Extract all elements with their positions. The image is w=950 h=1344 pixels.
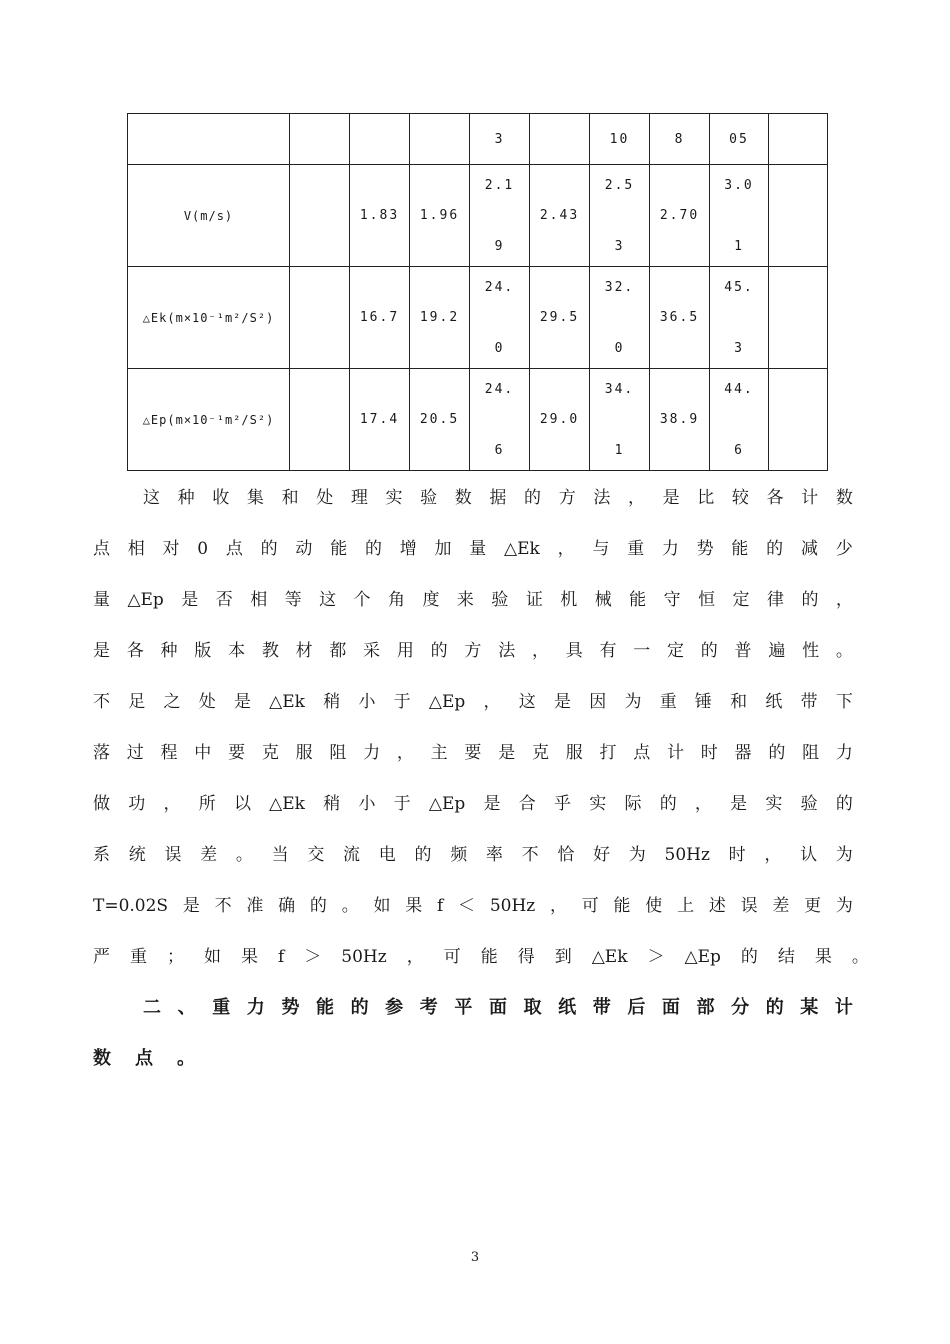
- text-line: 量 △Ep 是 否 相 等 这 个 角 度 来 验 证 机 械 能 守 恒 定 律 的 ，: [93, 590, 853, 610]
- text-line: 不 足 之 处 是 △Ek 稍 小 于 △Ep ， 这 是 因 为 重 锤 和 纸 带 下: [93, 692, 853, 712]
- table-cell: [769, 369, 828, 471]
- table-cell: 8: [650, 114, 710, 165]
- table-cell: 29.0: [530, 369, 590, 471]
- table-cell: 24. 0: [470, 267, 530, 369]
- table-cell: 05: [710, 114, 769, 165]
- text-line: 点 相 对 0 点 的 动 能 的 增 加 量 △Ek ， 与 重 力 势 能 的 减 少: [93, 539, 853, 559]
- table-cell: 34. 1: [590, 369, 650, 471]
- text-line: 这 种 收 集 和 处 理 实 验 数 据 的 方 法 ， 是 比 较 各 计 数: [143, 488, 853, 508]
- section-heading: [93, 992, 853, 1094]
- table-cell: 3.0 1: [710, 165, 769, 267]
- table-cell: 1.96: [410, 165, 470, 267]
- table-cell: 24. 6: [470, 369, 530, 471]
- text-line: 数 点 。: [93, 1048, 195, 1069]
- page-number: 3: [470, 1250, 480, 1265]
- text-line: 严 重 ； 如 果 f ＞ 50Hz ， 可 能 得 到 △Ek ＞ △Ep 的 结 果 。: [93, 947, 869, 967]
- table-row: [128, 369, 828, 471]
- table-cell: [290, 114, 350, 165]
- table-row: [128, 165, 828, 267]
- table-cell: [410, 114, 470, 165]
- table-cell: 2.5 3: [590, 165, 650, 267]
- table-cell: 36.5: [650, 267, 710, 369]
- data-table-container: [127, 113, 828, 471]
- text-line: T=0.02S 是 不 准 确 的 。 如 果 f ＜ 50Hz ， 可 能 使 上 述 误 差 更 为: [93, 896, 853, 916]
- table-cell: 17.4: [350, 369, 410, 471]
- table-cell: [769, 114, 828, 165]
- table-cell: 45. 3: [710, 267, 769, 369]
- row-label: V(m/s): [128, 165, 290, 267]
- table-cell: [769, 165, 828, 267]
- table-cell: 29.5: [530, 267, 590, 369]
- body-text: [93, 482, 869, 1094]
- text-line: 二 、 重 力 势 能 的 参 考 平 面 取 纸 带 后 面 部 分 的 某 计: [143, 997, 853, 1018]
- table-cell: 16.7: [350, 267, 410, 369]
- table-cell: 44. 6: [710, 369, 769, 471]
- table-cell: [350, 114, 410, 165]
- paragraph: [93, 482, 869, 992]
- table-cell: [290, 267, 350, 369]
- table-row: [128, 114, 828, 165]
- row-label: △Ek(m×10⁻¹m²/S²): [128, 267, 290, 369]
- table-cell: [290, 165, 350, 267]
- table-row: [128, 267, 828, 369]
- table-cell: 2.70: [650, 165, 710, 267]
- table-cell: 2.43: [530, 165, 590, 267]
- table-cell: 2.1 9: [470, 165, 530, 267]
- data-table: [127, 113, 828, 471]
- text-line: 是 各 种 版 本 教 材 都 采 用 的 方 法 ， 具 有 一 定 的 普 遍 性 。: [93, 641, 853, 661]
- table-cell: 20.5: [410, 369, 470, 471]
- text-line: 做 功 ， 所 以 △Ek 稍 小 于 △Ep 是 合 乎 实 际 的 ， 是 实 验 的: [93, 794, 853, 814]
- table-cell: 3: [470, 114, 530, 165]
- row-label: △Ep(m×10⁻¹m²/S²): [128, 369, 290, 471]
- table-cell: [769, 267, 828, 369]
- table-cell: 38.9: [650, 369, 710, 471]
- table-cell: 32. 0: [590, 267, 650, 369]
- row-label: [128, 114, 290, 165]
- table-cell: 10: [590, 114, 650, 165]
- table-cell: 1.83: [350, 165, 410, 267]
- table-cell: [290, 369, 350, 471]
- table-cell: 19.2: [410, 267, 470, 369]
- table-cell: [530, 114, 590, 165]
- text-line: 落 过 程 中 要 克 服 阻 力 ， 主 要 是 克 服 打 点 计 时 器 的 阻 力: [93, 743, 853, 763]
- text-line: 系 统 误 差 。 当 交 流 电 的 频 率 不 恰 好 为 50Hz 时 ， 认 为: [93, 845, 853, 865]
